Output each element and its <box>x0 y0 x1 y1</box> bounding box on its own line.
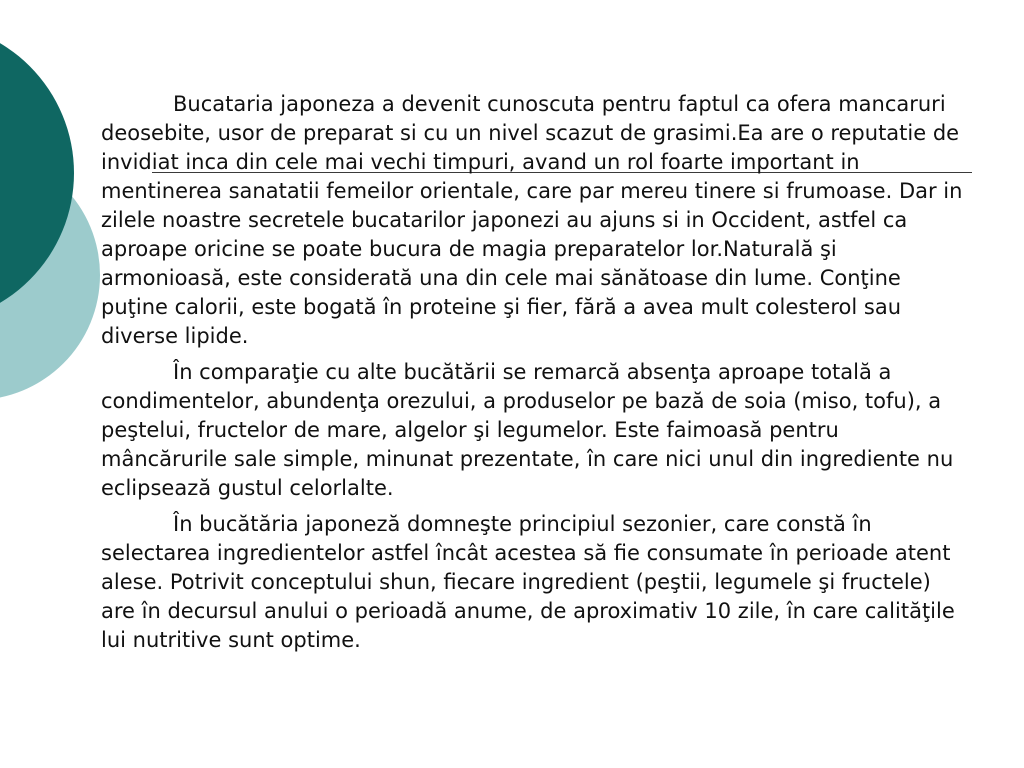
paragraph-seasonal: În bucătăria japoneză domneşte principiul sezonier, care constă în selectarea ingredientelor astfel încât acestea să fie consumate în perioade atent alese. Potrivit conceptului shun, fiecare ingredient (peştii, legumele şi fructele) are în decursul anului o perioadă anume, de aproximativ 10 zile, în care calităţile lui nutritive sunt optime. <box>101 512 955 652</box>
slide-body-text <box>101 90 963 662</box>
paragraph-intro: Bucataria japoneza a devenit cunoscuta pentru faptul ca ofera mancaruri deosebite, usor de preparat si cu un nivel scazut de grasimi.Ea are o reputatie de invidiat inca din cele mai vechi timpuri, avand un rol foarte important in mentinerea sanatatii femeilor orientale, care par mereu tinere si frumoase. Dar in zilele noastre secretele bucatarilor japonezi au ajuns si in Occident, astfel ca aproape oricine se poate bucura de magia preparatelor lor.Naturală şi armonioasă, este considerată una din cele mai sănătoase din lume. Conţine puţine calorii, este bogată în proteine şi fier, fără a avea mult colesterol sau diverse lipide. <box>101 92 963 348</box>
paragraph-comparison: În comparaţie cu alte bucătării se remarcă absenţa aproape totală a condimentelor, abundenţa orezului, a produselor pe bază de soia (miso, tofu), a peştelui, fructelor de mare, algelor şi legumelor. Este faimoasă pentru mâncărurile sale simple, minunat prezentate, în care nici unul din ingrediente nu eclipsează gustul celorlalte. <box>101 360 954 500</box>
